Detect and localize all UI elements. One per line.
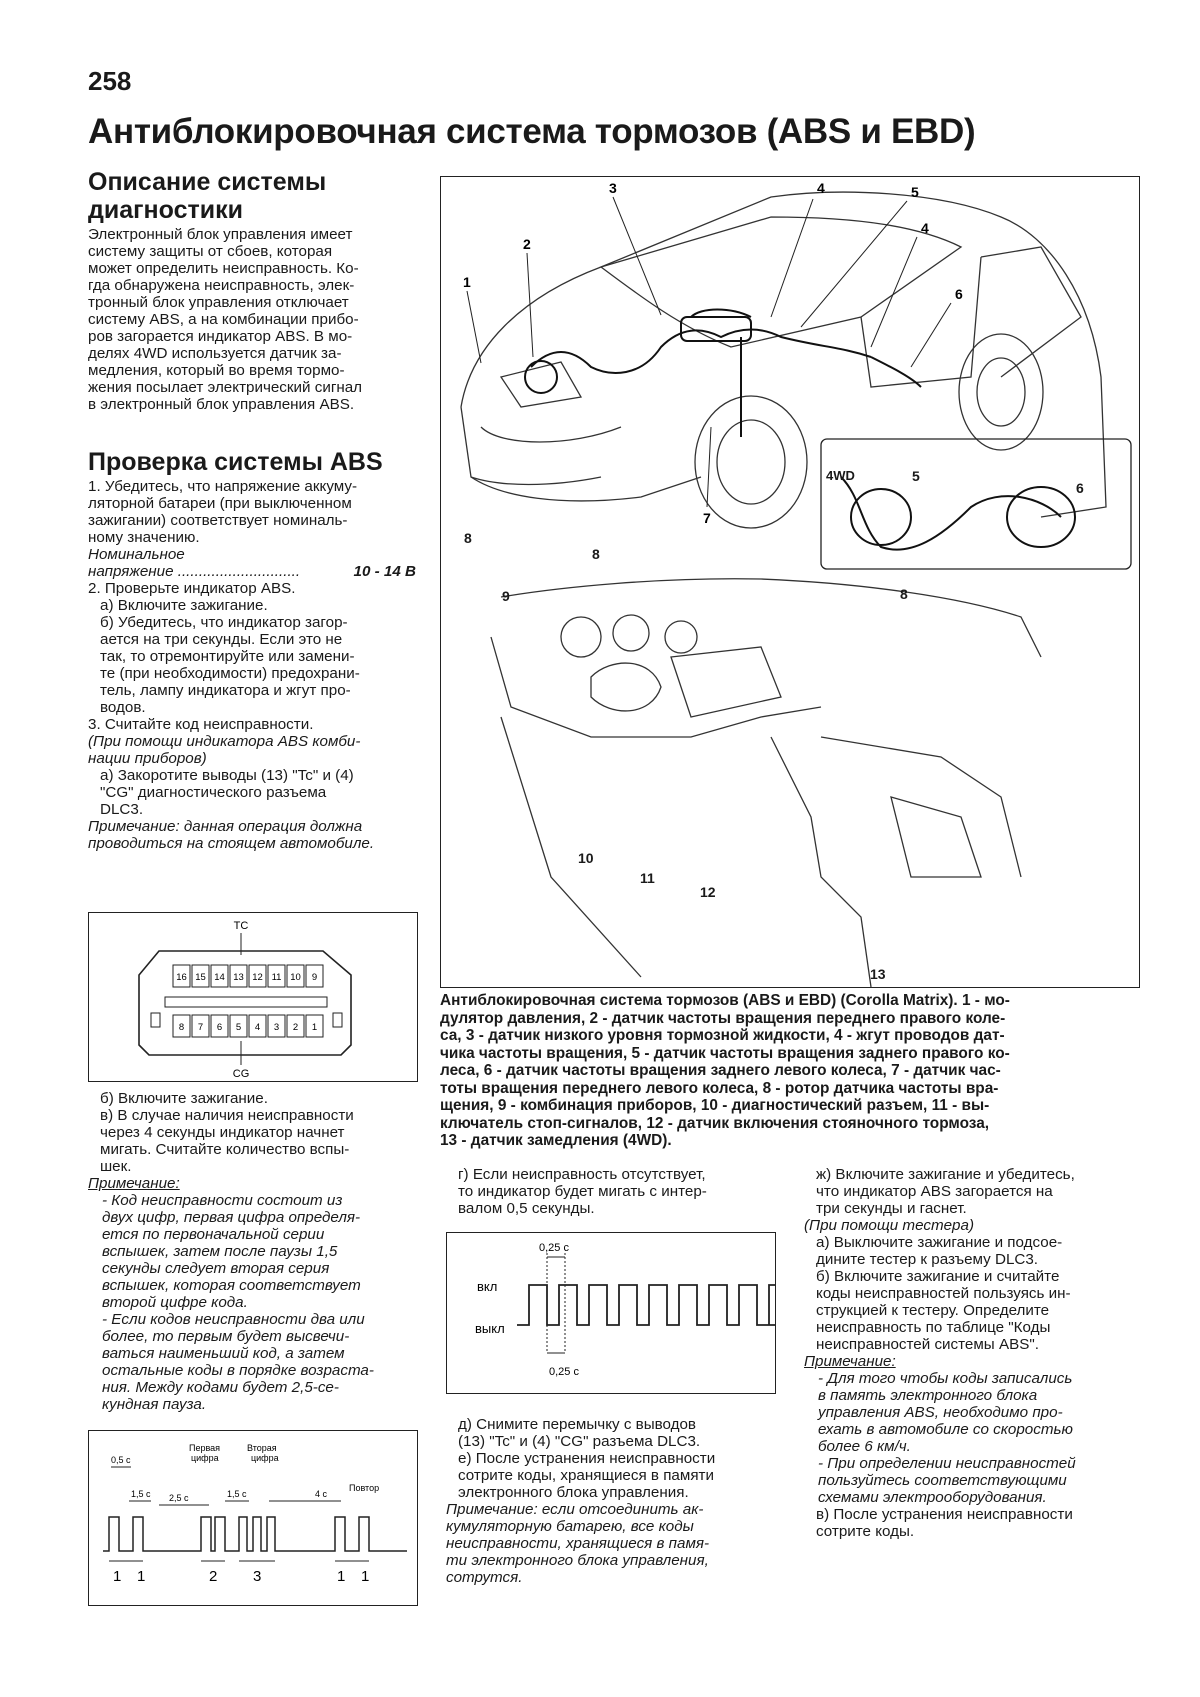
callout-8: 8 — [464, 530, 472, 546]
text-line: - При определении неисправностей — [818, 1455, 1076, 1472]
callout-6: 6 — [955, 286, 963, 302]
text-line: ляторной батареи (при выключенном — [88, 495, 352, 512]
code-timing-drawing — [89, 1431, 417, 1605]
t05-label: 0,5 с — [111, 1455, 131, 1465]
t25-label: 2,5 с — [169, 1493, 189, 1503]
text-line: пользуйтесь соответствующими — [818, 1472, 1067, 1489]
col3-text — [804, 1166, 1136, 1540]
connector-pin-label: 10 — [290, 972, 301, 983]
text-line: валом 0,5 секунды. — [458, 1200, 595, 1217]
text-line: б) Включите зажигание. — [100, 1090, 268, 1107]
text-line: вспышек, которая соответствует — [102, 1277, 361, 1294]
on-label: вкл — [477, 1279, 498, 1294]
text-line: через 4 секунды индикатор начнет — [100, 1124, 345, 1141]
note-title: Примечание: — [88, 1175, 180, 1192]
t4-label: 4 с — [315, 1489, 328, 1499]
text-line: Электронный блок управления имеет — [88, 226, 353, 243]
text-line: ается на три секунды. Если это не — [100, 631, 343, 648]
text-line: проводиться на стоящем автомобиле. — [88, 835, 375, 852]
text-line: управления ABS, необходимо про- — [818, 1404, 1063, 1421]
text-line: сотрите коды. — [816, 1523, 915, 1540]
text-line: 3. Считайте код неисправности. — [88, 716, 314, 733]
text-line: б) Включите зажигание и считайте — [816, 1268, 1060, 1285]
heading-line: Описание системы — [88, 168, 327, 196]
text-line: Примечание: если отсоединить ак- — [446, 1501, 704, 1518]
tc-label: TC — [233, 920, 249, 932]
connector-pin-label: 5 — [235, 1022, 242, 1033]
text-line: ется по первоначальной серии — [102, 1226, 325, 1243]
text-line: а) Выключите зажигание и подсое- — [816, 1234, 1063, 1251]
page-title: Антиблокировочная система тормозов (ABS и EBD) — [88, 112, 976, 151]
text-line: зажигании) соответствует номиналь- — [88, 512, 348, 529]
text-line: те (при необходимости) предохрани- — [100, 665, 360, 682]
callout-12: 12 — [700, 884, 716, 900]
text-line: вспышек, затем после паузы 1,5 — [102, 1243, 338, 1260]
connector-pin-label: 8 — [178, 1022, 185, 1033]
digit-count: 1 — [113, 1568, 122, 1585]
text-line: струкцией к тестеру. Определите — [816, 1302, 1050, 1319]
connector-latch-right — [333, 1013, 342, 1027]
text-line: гда обнаружена неисправность, элек- — [88, 277, 355, 294]
col2-text-bottom — [446, 1416, 772, 1586]
caption-line: са, 3 - датчик низкого уровня тормозной жидкости, 4 - жгут проводов дат- — [440, 1027, 1005, 1044]
callout-inset-8: 8 — [900, 586, 908, 602]
nominal-label: Номинальное — [88, 546, 185, 563]
text-line: (13) "Tc" и (4) "CG" разъема DLC3. — [458, 1433, 701, 1450]
repeat-label: Повтор — [349, 1483, 380, 1493]
text-line: ров загорается индикатор ABS. В мо- — [88, 328, 353, 345]
digit-count: 1 — [337, 1568, 346, 1585]
col1-bottom-text — [88, 1090, 418, 1413]
caption-line: дулятор давления, 2 - датчик частоты вращения переднего правого коле- — [440, 1009, 1006, 1027]
callout-11: 11 — [640, 870, 655, 886]
connector-top-pins — [173, 965, 323, 987]
connector-pin-label: 6 — [216, 1022, 223, 1033]
callout-13: 13 — [870, 966, 886, 982]
caption-line: леса, 6 - датчик частоты вращения заднего левого колеса, 7 - датчик час- — [440, 1062, 1001, 1079]
callout-7: 7 — [703, 510, 711, 526]
text-line: систему ABS, а на комбинации прибо- — [88, 311, 359, 328]
text-line: электронного блока управления. — [458, 1484, 689, 1501]
connector-pin-label: 13 — [233, 972, 244, 983]
text-line: остальные коды в порядке возраста- — [102, 1362, 374, 1379]
connector-pin-label: 1 — [311, 1022, 318, 1033]
text-line: три секунды и гаснет. — [816, 1200, 967, 1217]
callout-inset-5: 5 — [912, 468, 920, 484]
section-heading-diagnostics — [88, 168, 326, 224]
page-number: 258 — [88, 66, 132, 96]
text-line: 1. Убедитесь, что напряжение аккуму- — [88, 478, 358, 495]
text-line: в) После устранения неисправности — [816, 1506, 1073, 1523]
text-line: так, то отремонтируйте или замени- — [100, 648, 355, 665]
text-line: сотрутся. — [446, 1569, 523, 1586]
text-line: в память электронного блока — [818, 1387, 1038, 1404]
pulse-drawing — [447, 1233, 775, 1393]
text-line: дините тестер к разъему DLC3. — [816, 1251, 1039, 1268]
inset-4wd-illustration — [841, 477, 1075, 550]
text-line: двух цифр, первая цифра определя- — [102, 1209, 361, 1226]
text-line: жения посылает электрический сигнал — [88, 379, 363, 396]
connector-outline — [139, 951, 351, 1055]
indicator-pulse-train — [517, 1285, 775, 1325]
text-line: тель, лампу индикатора и жгут про- — [100, 682, 351, 699]
connector-pin-label: 11 — [271, 972, 282, 983]
dlc3-connector-figure — [88, 912, 418, 1082]
text-line: в электронный блок управления ABS. — [88, 396, 355, 413]
text-line: 2. Проверьте индикатор ABS. — [88, 580, 296, 597]
off-label: выкл — [475, 1321, 505, 1336]
dashboard-illustration — [491, 579, 1041, 987]
callout-9: 9 — [502, 588, 510, 604]
text-line: коды неисправностей пользуясь ин- — [816, 1285, 1071, 1302]
text-line: - Если кодов неисправности два или — [102, 1311, 365, 1328]
text-line: более, то первым будет высвечи- — [102, 1328, 350, 1345]
text-line: может определить неисправность. Ко- — [88, 260, 359, 277]
callout-10: 10 — [578, 850, 594, 866]
dlc3-connector-drawing — [89, 913, 417, 1081]
digit-count: 1 — [137, 1568, 146, 1585]
code-timing-figure — [88, 1430, 418, 1606]
callout-5: 5 — [911, 184, 919, 200]
text-line: ному значению. — [88, 529, 200, 546]
note-title: Примечание: — [804, 1353, 896, 1370]
text-line: а) Закоротите выводы (13) "Tc" и (4) — [100, 767, 354, 784]
text-line: "CG" диагностического разъема — [100, 784, 327, 801]
text-line: ти электронного блока управления, — [446, 1552, 709, 1569]
text-line: (При помощи индикатора ABS комби- — [88, 733, 361, 750]
text-line: мигать. Считайте количество вспы- — [100, 1141, 350, 1158]
abs-check-steps — [88, 478, 416, 852]
text-line: ваться наименьший код, а затем — [102, 1345, 345, 1362]
t15-label: 1,5 с — [227, 1489, 247, 1499]
text-line: неисправностей системы ABS". — [816, 1336, 1039, 1353]
section-heading-abs-check: Проверка системы ABS — [88, 448, 383, 476]
text-line: систему защиты от сбоев, которая — [88, 243, 333, 260]
text-line: неисправность по таблице "Коды — [816, 1319, 1051, 1336]
callout-2: 2 — [523, 236, 531, 252]
connector-pin-label: 12 — [252, 972, 263, 983]
text-line: е) После устранения неисправности — [458, 1450, 716, 1467]
callout-3: 3 — [609, 180, 617, 196]
callout-1: 1 — [463, 274, 471, 290]
text-line: - Код неисправности состоит из — [102, 1192, 343, 1209]
text-line: тронный блок управления отключает — [88, 294, 349, 311]
heading-line: диагностики — [88, 196, 243, 224]
connector-bottom-pins — [173, 1015, 323, 1037]
digit-count: 1 — [361, 1568, 370, 1585]
connector-rib — [165, 997, 327, 1007]
text-line: - Для того чтобы коды записались — [818, 1370, 1073, 1387]
pulse-figure — [446, 1232, 776, 1394]
vehicle-drawing — [441, 177, 1139, 987]
text-line: то индикатор будет мигать с интер- — [458, 1183, 707, 1200]
text-line: секунды следует вторая серия — [102, 1260, 330, 1277]
text-line: что индикатор ABS загорается на — [816, 1183, 1053, 1200]
code-pulse-train — [103, 1517, 407, 1551]
text-line: ехать в автомобиле со скоростью — [818, 1421, 1073, 1438]
connector-pin-label: 14 — [214, 972, 225, 983]
connector-pin-label: 15 — [195, 972, 206, 983]
text-line: второй цифре кода. — [102, 1294, 248, 1311]
text-line: кундная пауза. — [102, 1396, 207, 1413]
tester-note: (При помощи тестера) — [804, 1217, 974, 1234]
callout-inset-6: 6 — [1076, 480, 1084, 496]
caption-line: Антиблокировочная система тормозов (ABS и EBD) (Corolla Matrix). 1 - мо- — [440, 992, 1010, 1009]
connector-pin-label: 2 — [292, 1022, 299, 1033]
text-line: более 6 км/ч. — [818, 1438, 911, 1455]
text-line: шек. — [100, 1158, 132, 1175]
first-digit-label: цифра — [191, 1453, 219, 1463]
caption-line: тоты вращения переднего левого колеса, 8 - ротор датчика частоты вра- — [440, 1079, 999, 1097]
digit-count: 2 — [209, 1568, 218, 1585]
callout-8: 8 — [592, 546, 600, 562]
pulse-bottom-label: 0,25 с — [549, 1366, 579, 1378]
text-line: DLC3. — [100, 801, 144, 818]
abs-layout-figure — [440, 176, 1140, 988]
connector-pin-label: 3 — [273, 1022, 280, 1033]
voltage-row — [88, 563, 416, 580]
text-line: сотрите коды, хранящиеся в памяти — [458, 1467, 714, 1484]
text-line: б) Убедитесь, что индикатор загор- — [100, 614, 348, 631]
text-line: водов. — [100, 699, 146, 716]
caption-line: ключатель стоп-сигналов, 12 - датчик включения стояночного тормоза, — [440, 1114, 990, 1132]
connector-pin-label: 16 — [176, 972, 187, 983]
text-line: медления, который во время тормо- — [88, 362, 345, 379]
connector-pin-label: 4 — [254, 1022, 261, 1033]
text-line: неисправности, хранящиеся в памя- — [446, 1535, 710, 1552]
text-line: Примечание: данная операция должна — [88, 818, 363, 835]
text-line: кумуляторную батарею, все коды — [446, 1518, 694, 1535]
voltage-label: напряжение ............................. — [88, 563, 301, 580]
caption-line: щения, 9 - комбинация приборов, 10 - диагностический разъем, 11 - вы- — [440, 1097, 990, 1114]
connector-pin-label: 7 — [197, 1022, 204, 1033]
pulse-top-label: 0,25 с — [539, 1242, 569, 1254]
text-line: а) Включите зажигание. — [100, 597, 268, 614]
second-digit-label: Вторая — [247, 1443, 277, 1453]
first-digit-label: Первая — [189, 1443, 221, 1453]
text-line: д) Снимите перемычку с выводов — [458, 1416, 697, 1433]
connector-pin-label: 9 — [311, 972, 318, 983]
figure-caption — [440, 992, 1140, 1150]
text-line: в) В случае наличия неисправности — [100, 1107, 354, 1124]
car-body-illustration — [461, 192, 1106, 528]
callouts — [463, 180, 963, 526]
text-line: схемами электрооборудования. — [818, 1489, 1047, 1506]
second-digit-label: цифра — [251, 1453, 279, 1463]
caption-line: чика частоты вращения, 5 - датчик частоты вращения заднего правого ко- — [440, 1044, 1010, 1062]
digit-count: 3 — [253, 1568, 262, 1585]
text-line: ния. Между кодами будет 2,5-се- — [102, 1379, 339, 1396]
cg-label: CG — [232, 1068, 250, 1080]
text-line: нации приборов) — [88, 750, 207, 767]
abs-harness-illustration — [525, 310, 921, 438]
inset-4wd-label: 4WD — [826, 468, 855, 483]
callout-4: 4 — [817, 180, 825, 196]
diagnostics-description — [88, 226, 416, 413]
text-line: делях 4WD используется датчик за- — [88, 345, 342, 362]
text-line: г) Если неисправность отсутствует, — [458, 1166, 706, 1183]
caption-line: 13 - датчик замедления (4WD). — [440, 1132, 672, 1149]
voltage-value: 10 - 14 В — [353, 563, 416, 580]
connector-latch-left — [151, 1013, 160, 1027]
text-line: ж) Включите зажигание и убедитесь, — [816, 1166, 1075, 1183]
col2-text-top — [446, 1166, 772, 1217]
callout-4: 4 — [921, 220, 929, 236]
t15-label: 1,5 с — [131, 1489, 151, 1499]
